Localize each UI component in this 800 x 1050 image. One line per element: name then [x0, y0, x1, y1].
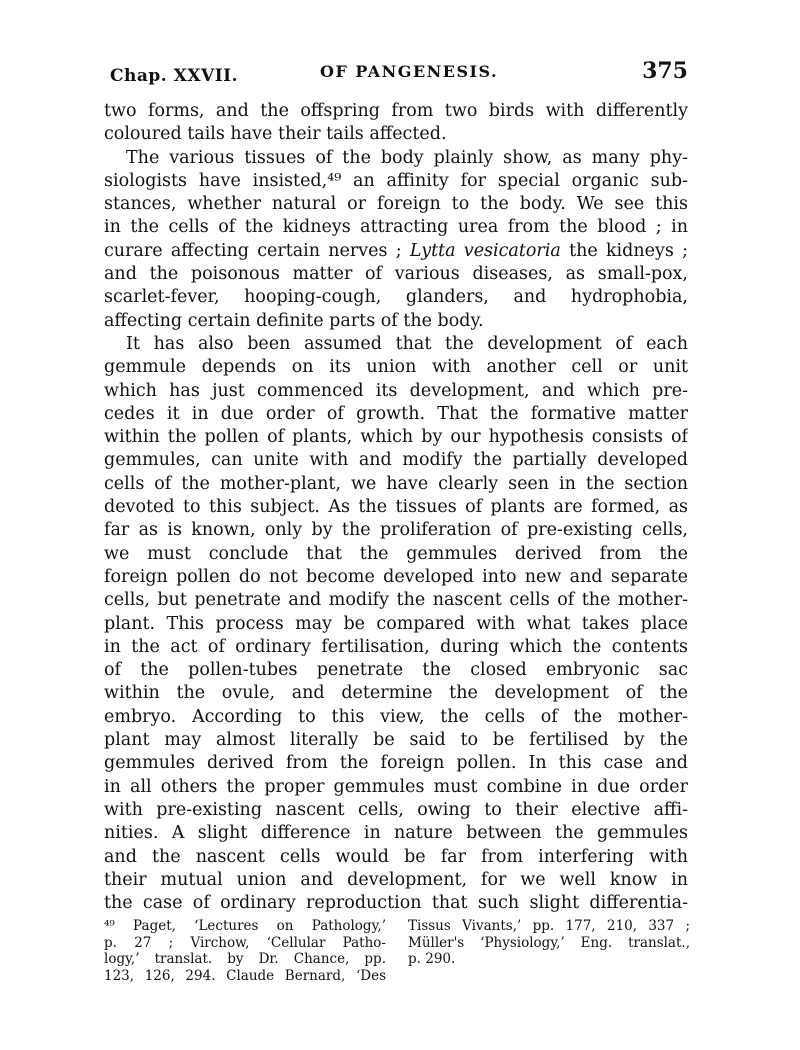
- text-line: scarlet-fever, hooping-cough, glanders, and hydrophobia,: [104, 287, 688, 308]
- body-text: [104, 100, 688, 915]
- running-title: OF PANGENESIS.: [320, 62, 499, 81]
- text-line: and the poisonous matter of various diseases, as small-pox,: [104, 264, 688, 285]
- footnote-line: logy,’ translat. by Dr. Chance, pp.: [104, 951, 386, 967]
- text-line: coloured tails have their tails affected.: [104, 124, 447, 145]
- text-line: we must conclude that the gemmules derived from the: [104, 543, 688, 564]
- footnote-column-right: [408, 918, 690, 968]
- chapter-label: Chap. XXVII.: [110, 66, 239, 86]
- text-line: nities. A slight difference in nature between the gemmules: [104, 823, 688, 844]
- text-line: two forms, and the offspring from two birds with differently: [104, 101, 688, 121]
- text-line: cells of the mother-plant, we have clearly seen in the section: [104, 473, 688, 494]
- footnotes: [104, 918, 688, 998]
- text-line: the case of ordinary reproduction that such slight differentia-: [104, 893, 688, 914]
- text-line: devoted to this subject. As the tissues of plants are formed, as: [104, 497, 688, 518]
- text-line: stances, whether natural or foreign to the body. We see this: [104, 194, 688, 215]
- text-line: embryo. According to this view, the cells of the mother-: [104, 706, 688, 727]
- text-line: and the nascent cells would be far from interfering with: [104, 846, 688, 867]
- text-line: The various tissues of the body plainly show, as many phy-: [126, 147, 688, 168]
- text-line: within the pollen of plants, which by our hypothesis consists of: [104, 427, 688, 448]
- footnote-line: p. 290.: [408, 951, 456, 967]
- footnote-line: ⁴⁹ Paget, ‘Lectures on Pathology,’: [104, 918, 386, 934]
- text-line: in the cells of the kidneys attracting urea from the blood ; in: [104, 217, 688, 238]
- text-line: affecting certain definite parts of the body.: [104, 310, 484, 331]
- text-line: in all others the proper gemmules must combine in due order: [104, 776, 688, 797]
- text-line: curare affecting certain nerves ; Lytta vesicatoria the kidneys ;: [104, 240, 688, 261]
- text-line: within the ovule, and determine the development of the: [104, 683, 688, 704]
- running-header: [110, 58, 688, 90]
- footnote-line: Müller's ‘Physiology,’ Eng. translat.,: [408, 934, 690, 951]
- text-line: their mutual union and development, for we well know in: [104, 869, 688, 890]
- footnote-line: p. 27 ; Virchow, ‘Cellular Patho-: [104, 934, 386, 951]
- text-line: plant. This process may be compared with what takes place: [104, 613, 688, 634]
- text-line: It has also been assumed that the development of each: [126, 333, 688, 354]
- text-line: which has just commenced its development, and which pre-: [104, 380, 688, 401]
- text-line: gemmule depends on its union with another cell or unit: [104, 357, 688, 378]
- text-line: with pre-existing nascent cells, owing to their elective affi-: [104, 799, 688, 820]
- text-line: of the pollen-tubes penetrate the closed embryonic sac: [104, 660, 688, 681]
- text-line: plant may almost literally be said to be fertilised by the: [104, 730, 688, 751]
- footnote-line: Tissus Vivants,’ pp. 177, 210, 337 ;: [408, 918, 690, 934]
- italic-species-name: Lytta vesicatoria: [409, 240, 561, 261]
- text-line: in the act of ordinary fertilisation, during which the contents: [104, 636, 688, 657]
- text-line: cedes it in due order of growth. That the formative matter: [104, 403, 688, 424]
- text-line: siologists have insisted,⁴⁹ an affinity for special organic sub-: [104, 170, 688, 191]
- text-line: gemmules derived from the foreign pollen. In this case and: [104, 753, 688, 774]
- text-line: cells, but penetrate and modify the nascent cells of the mother-: [104, 590, 688, 611]
- footnote-line: 123, 126, 294. Claude Bernard, ‘Des: [104, 967, 386, 984]
- text-line: far as is known, only by the proliferation of pre-existing cells,: [104, 520, 688, 541]
- text-line: foreign pollen do not become developed into new and separate: [104, 566, 688, 587]
- page-number: 375: [642, 58, 688, 84]
- footnote-column-left: [104, 918, 386, 984]
- text-line: gemmules, can unite with and modify the partially developed: [104, 450, 688, 471]
